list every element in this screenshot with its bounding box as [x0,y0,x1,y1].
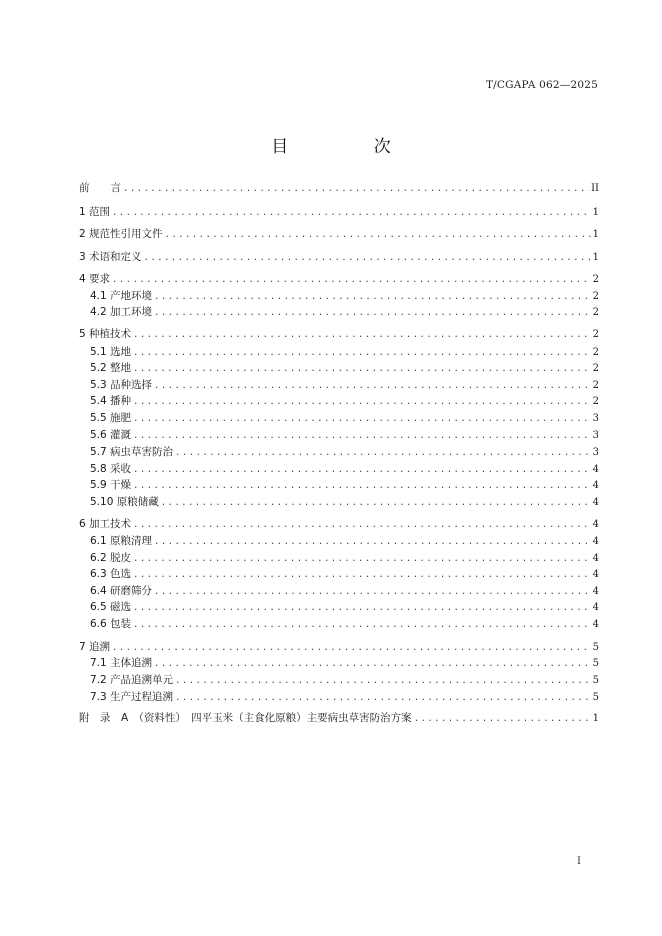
toc-entry-page: 2 [592,329,599,340]
toc-leader-dots [144,250,591,266]
toc-entry-section-5-3[interactable] [79,377,599,393]
toc-entry-page: 4 [592,480,599,491]
toc-leader-dots [133,462,591,478]
toc-entry-label: 5.5 施肥 [90,412,132,424]
toc-entry-section-6-1[interactable] [79,533,599,549]
toc-entry-page: 3 [592,447,599,458]
toc-entry-label: 前 言 [79,182,121,194]
toc-entry-label: 7 追溯 [79,641,111,653]
toc-entry-section-1[interactable] [79,204,599,220]
toc-entry-label: 5.7 病虫草害防治 [90,446,174,458]
toc-entry-label: 3 术语和定义 [79,251,142,263]
toc-leader-dots [154,656,591,672]
toc-entry-section-5[interactable] [79,326,599,342]
toc-entry-label: 附 录 A （资料性） 四平玉米（主食化原粮）主要病虫草害防治方案 [79,712,412,724]
toc-leader-dots [133,517,591,533]
toc-entry-section-5-4[interactable] [79,393,599,409]
toc-entry-page: 2 [592,363,599,374]
toc-leader-dots [165,227,591,243]
toc-leader-dots [133,428,591,444]
toc-entry-page: 2 [592,291,599,302]
toc-entry-section-5-7[interactable] [79,444,599,460]
toc-entry-page: 2 [592,380,599,391]
toc-entry-section-5-6[interactable] [79,427,599,443]
toc-leader-dots [414,711,591,727]
toc-entry-page: 4 [592,586,599,597]
toc-entry-section-5-1[interactable] [79,344,599,360]
toc-leader-dots [154,534,591,550]
toc-entry-page: 1 [592,713,599,724]
toc-leader-dots [133,345,591,361]
toc-entry-section-4[interactable] [79,271,599,287]
toc-leader-dots [175,445,591,461]
toc-leader-dots [133,567,591,583]
page-number: I [577,856,581,867]
toc-leader-dots [112,272,591,288]
toc-leader-dots [133,478,591,494]
toc-leader-dots [154,584,591,600]
toc-entry-page: 4 [592,519,599,530]
toc-entry-section-5-8[interactable] [79,461,599,477]
toc-leader-dots [133,361,591,377]
toc-entry-section-3[interactable] [79,249,599,265]
toc-entry-section-5-9[interactable] [79,477,599,493]
toc-entry-label: 5.6 灌溉 [90,429,132,441]
toc-leader-dots [133,600,591,616]
toc-entry-section-5-10[interactable] [79,494,599,510]
toc-entry-page: 4 [592,536,599,547]
toc-entry-page: 5 [592,658,599,669]
toc-leader-dots [175,673,591,689]
toc-entry-label: 7.2 产品追溯单元 [90,674,174,686]
toc-entry-page: 4 [592,602,599,613]
toc-entry-page: 5 [592,692,599,703]
toc-entry-page: 5 [592,642,599,653]
toc-entry-page: 1 [592,229,599,240]
toc-entry-label: 5.9 干燥 [90,479,132,491]
toc-entry-page: 2 [592,307,599,318]
toc-entry-label: 4 要求 [79,273,111,285]
toc-title: 目 次 [271,137,431,157]
toc-leader-dots [133,327,591,343]
toc-entry-label: 6.1 原粮清理 [90,535,153,547]
toc-leader-dots [112,640,591,656]
toc-entry-section-7-1[interactable] [79,655,599,671]
toc-entry-label: 5.1 选地 [90,346,132,358]
toc-entry-section-6[interactable] [79,516,599,532]
toc-entry-label: 2 规范性引用文件 [79,228,163,240]
toc-entry-section-6-5[interactable] [79,599,599,615]
toc-entry-section-7[interactable] [79,639,599,655]
toc-leader-dots [133,551,591,567]
toc-entry-page: 4 [592,619,599,630]
toc-entry-page: 2 [592,396,599,407]
toc-entry-section-6-4[interactable] [79,583,599,599]
toc-entry-section-7-2[interactable] [79,672,599,688]
toc-entry-label: 6.5 磁选 [90,601,132,613]
toc-entry-page: 4 [592,464,599,475]
toc-entry-section-6-3[interactable] [79,566,599,582]
toc-entry-page: 1 [592,207,599,218]
toc-leader-dots [133,617,591,633]
toc-leader-dots [161,495,591,511]
toc-entry-label: 6.3 色选 [90,568,132,580]
toc-entry-page: 3 [592,413,599,424]
toc-entry-label: 5.8 采收 [90,463,132,475]
toc-entry-section-5-5[interactable] [79,410,599,426]
toc-entry-label: 7.1 主体追溯 [90,657,153,669]
toc-leader-dots [175,690,591,706]
toc-leader-dots [112,205,591,221]
toc-entry-page: 2 [592,347,599,358]
toc-entry-label: 5.4 播种 [90,395,132,407]
toc-entry-label: 5 种植技术 [79,328,132,340]
toc-entry-label: 5.2 整地 [90,362,132,374]
toc-entry-section-6-2[interactable] [79,550,599,566]
toc-leader-dots [123,181,589,197]
toc-entry-label: 6 加工技术 [79,518,132,530]
toc-entry-page: 4 [592,497,599,508]
toc-leader-dots [154,289,591,305]
toc-entry-section-2[interactable] [79,226,599,242]
toc-entry-section-7-3[interactable] [79,689,599,705]
toc-entry-label: 7.3 生产过程追溯 [90,691,174,703]
toc-entry-label: 4.2 加工环境 [90,306,153,318]
toc-leader-dots [133,394,591,410]
toc-entry-section-6-6[interactable] [79,616,599,632]
toc-entry-page: 4 [592,553,599,564]
toc-entry-label: 5.3 品种选择 [90,379,153,391]
toc-entry-foreword[interactable] [79,180,599,196]
toc-entry-page: II [591,183,599,194]
toc-leader-dots [154,378,591,394]
toc-entry-label: 5.10 原粮储藏 [90,496,159,508]
toc-leader-dots [154,305,591,321]
toc-entry-appendix-a[interactable] [79,710,599,726]
toc-leader-dots [133,411,591,427]
toc-entry-label: 4.1 产地环境 [90,290,153,302]
toc-entry-section-4-1[interactable] [79,288,599,304]
toc-entry-page: 5 [592,675,599,686]
toc-entry-page: 3 [592,430,599,441]
toc-entry-label: 6.2 脱皮 [90,552,132,564]
toc-entry-label: 6.4 研磨筛分 [90,585,153,597]
toc-entry-label: 6.6 包装 [90,618,132,630]
toc-entry-page: 4 [592,569,599,580]
toc-entry-section-4-2[interactable] [79,304,599,320]
toc-entry-label: 1 范围 [79,206,111,218]
toc-entry-page: 2 [592,274,599,285]
toc-entry-page: 1 [592,252,599,263]
toc-entry-section-5-2[interactable] [79,360,599,376]
document-code: T/CGAPA 062—2025 [485,79,598,91]
